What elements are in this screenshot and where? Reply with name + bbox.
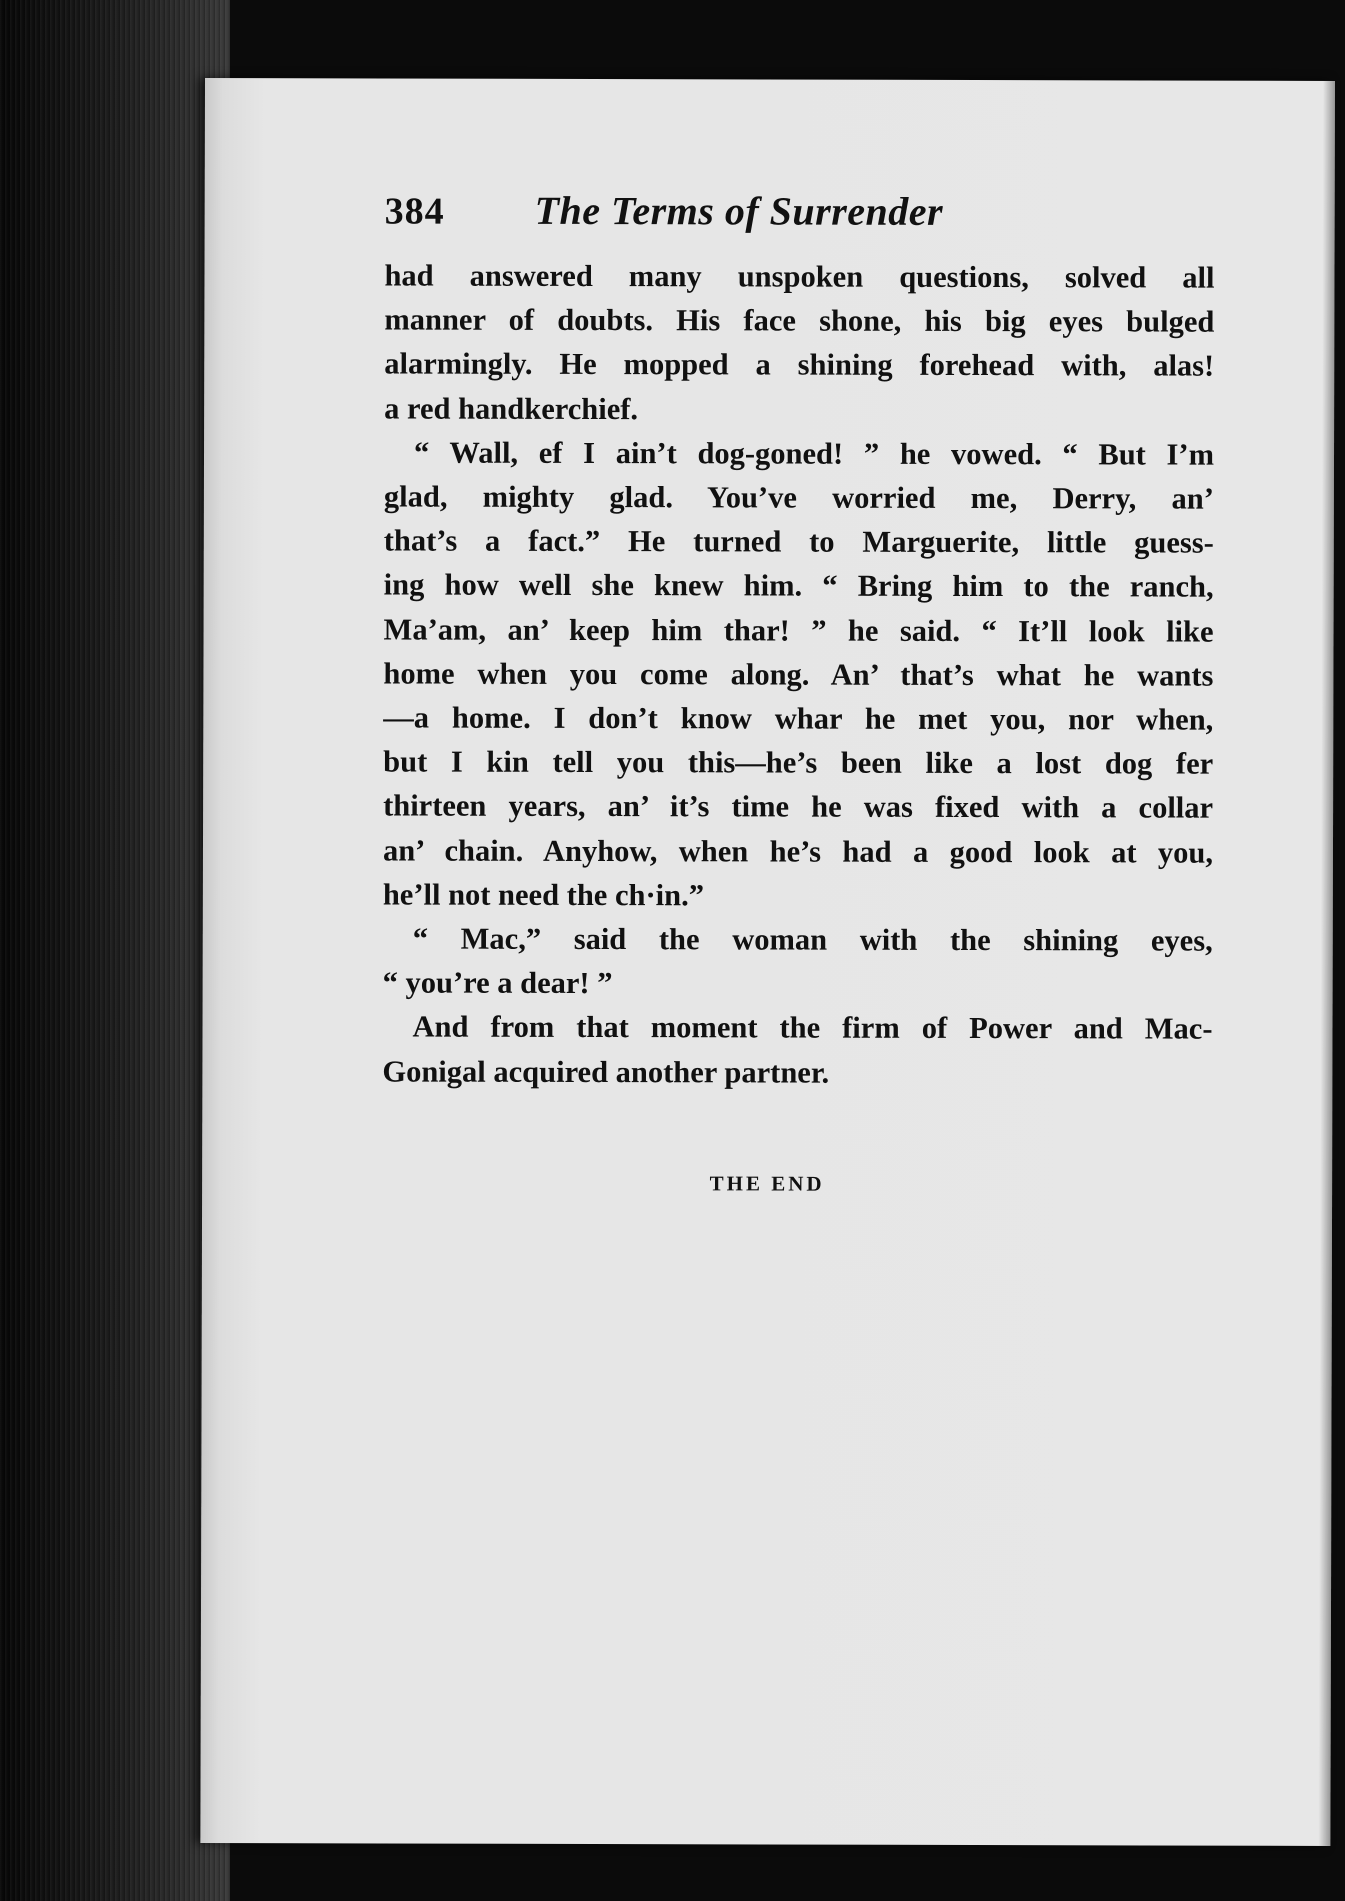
- text-line: had answered many unspoken questions, solved all: [384, 258, 1215, 295]
- paragraph: [383, 430, 1214, 918]
- paragraph: [383, 917, 1213, 1008]
- text-line: that’s a fact.” He turned to Marguerite, little guess-: [383, 523, 1214, 560]
- text-line: glad, mighty glad. You’ve worried me, Derry, an’: [383, 479, 1214, 516]
- text-line: —a home. I don’t know whar he met you, nor when,: [383, 700, 1214, 737]
- text-line: an’ chain. Anyhow, when he’s had a good look at you,: [382, 833, 1214, 870]
- running-title: The Terms of Surrender: [534, 187, 944, 234]
- text-line: thirteen years, an’ it’s time he was fixed with a collar: [383, 788, 1214, 826]
- book-page: [200, 78, 1335, 1846]
- text-line: manner of doubts. His face shone, his big eyes bulged: [384, 302, 1215, 339]
- text-line: but I kin tell you this—he’s been like a lost dog fer: [383, 744, 1214, 781]
- page-right-shadow: [1318, 81, 1335, 1846]
- text-line: “ Mac,” said the woman with the shining eyes,: [412, 921, 1213, 958]
- text-line: “ Wall, ef I ain’t dog-goned! ” he vowed. “ But I’m: [413, 435, 1215, 472]
- text-line: a red handkerchief.: [384, 391, 639, 426]
- paragraph: [384, 253, 1214, 432]
- text-line: ing how well she knew him. “ Bring him to the ranch,: [383, 567, 1214, 605]
- text-line: Ma’am, an’ keep him thar! ” he said. “ It’ll look like: [383, 612, 1214, 649]
- page-number: 384: [384, 190, 445, 233]
- text-line: And from that moment the firm of Power and Mac-: [412, 1009, 1213, 1047]
- page-header: [385, 186, 1125, 235]
- text-line: home when you come along. An’ that’s what he wants: [383, 656, 1214, 693]
- book-spine-edge: [0, 0, 230, 1901]
- body-text: [382, 253, 1214, 1095]
- text-line: he’ll not need the ch·in.”: [382, 877, 705, 913]
- the-end-label: THE END: [709, 1171, 825, 1196]
- paragraph: [382, 1005, 1212, 1096]
- text-line: Gonigal acquired another partner.: [382, 1054, 830, 1090]
- text-line: “ you’re a dear! ”: [382, 965, 613, 1001]
- text-line: alarmingly. He mopped a shining forehead with, alas!: [384, 346, 1215, 384]
